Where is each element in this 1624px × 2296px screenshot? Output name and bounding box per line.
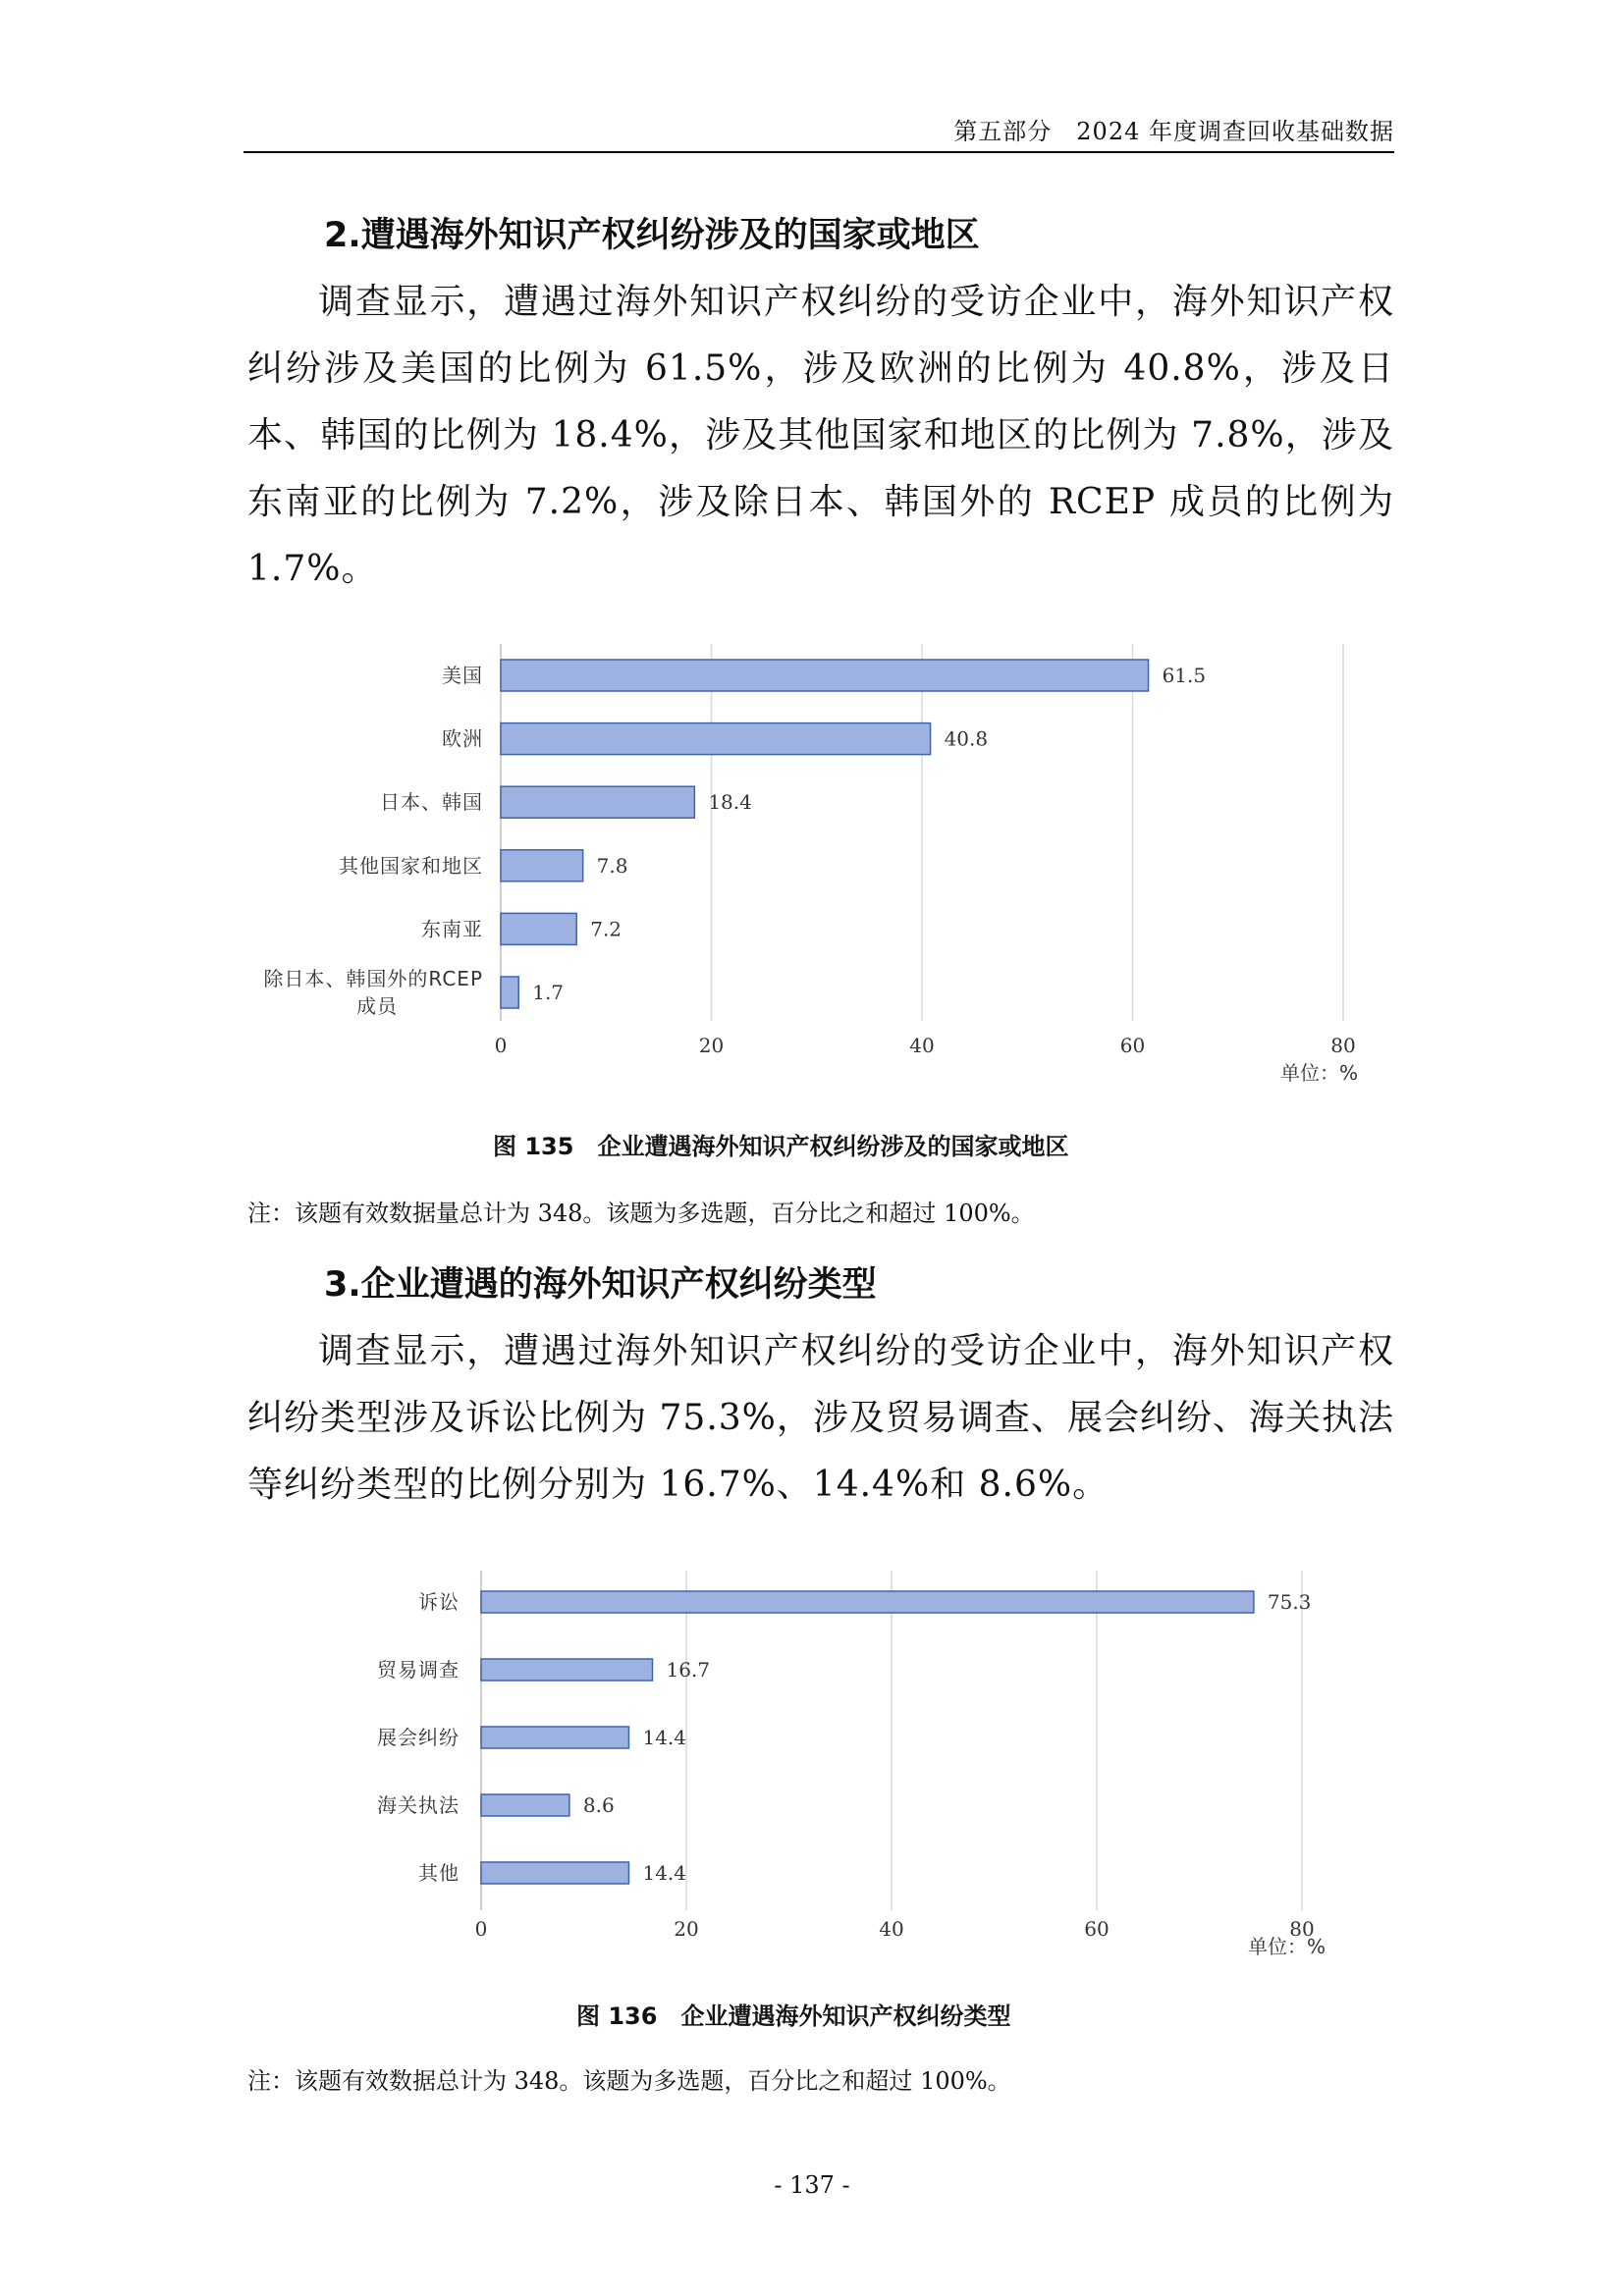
fig136-tick-label: 80 bbox=[1289, 1917, 1315, 1941]
fig136-caption: 图 136 企业遭遇海外知识产权纠纷类型 bbox=[576, 2002, 1011, 2030]
fig135-data-label: 61.5 bbox=[1162, 664, 1207, 687]
fig136-bar bbox=[481, 1659, 653, 1681]
fig136-data-label: 14.4 bbox=[642, 1726, 687, 1749]
fig135-data-label: 7.2 bbox=[590, 917, 623, 941]
fig135-category-label: 日本、韩国 bbox=[380, 790, 483, 815]
fig136-bar bbox=[481, 1794, 569, 1816]
section-3-paragraph: 调查显示，遭遇过海外知识产权纠纷的受访企业中，海外知识产权纠纷类型涉及诉讼比例为 75.3%，涉及贸易调查、展会纠纷、海关执法等纠纷类型的比例分别为 16.7%、14.4%和 8.6%。 bbox=[247, 1331, 1394, 1505]
fig135-unit-label: 单位：% bbox=[1279, 1061, 1358, 1085]
fig135-tick-label: 80 bbox=[1330, 1034, 1356, 1057]
fig135-note: 注：该题有效数据量总计为 348。该题为多选题，百分比之和超过 100%。 bbox=[247, 1200, 1035, 1227]
fig135-tick-label: 40 bbox=[909, 1034, 935, 1057]
fig136-bar bbox=[481, 1591, 1254, 1613]
fig136-category-label: 海关执法 bbox=[377, 1793, 460, 1817]
fig135-category-label: 东南亚 bbox=[421, 917, 483, 941]
fig135-caption: 图 135 企业遭遇海外知识产权纠纷涉及的国家或地区 bbox=[493, 1133, 1069, 1160]
fig136-bar bbox=[481, 1727, 628, 1748]
fig136-category-label: 诉讼 bbox=[418, 1590, 460, 1614]
fig135-data-label: 1.7 bbox=[532, 981, 565, 1004]
fig135-tick-label: 20 bbox=[698, 1034, 725, 1057]
fig136-category-label: 贸易调查 bbox=[377, 1658, 460, 1682]
fig135-data-label: 40.8 bbox=[944, 726, 989, 751]
fig136-data-label: 75.3 bbox=[1267, 1590, 1312, 1614]
fig136-tick-label: 20 bbox=[674, 1917, 699, 1941]
fig136-category-label: 展会纠纷 bbox=[377, 1726, 460, 1749]
fig136-tick-label: 60 bbox=[1084, 1917, 1110, 1941]
section-2-heading: 2.遭遇海外知识产权纠纷涉及的国家或地区 bbox=[324, 216, 980, 255]
fig136-category-label: 其他 bbox=[418, 1861, 460, 1885]
fig136-data-label: 14.4 bbox=[642, 1861, 687, 1885]
fig136-data-label: 8.6 bbox=[582, 1793, 615, 1817]
fig135-data-label: 18.4 bbox=[708, 790, 752, 815]
fig135-data-label: 7.8 bbox=[596, 853, 628, 878]
fig135-category-label: 美国 bbox=[442, 664, 483, 687]
page-number: - 137 - bbox=[774, 2171, 850, 2199]
fig135-category-label: 成员 bbox=[356, 994, 398, 1018]
fig135-category-label: 欧洲 bbox=[442, 726, 483, 751]
fig136-data-label: 16.7 bbox=[666, 1658, 711, 1682]
header-text: 第五部分 2024 年度调查回收基础数据 bbox=[953, 118, 1394, 145]
fig135-category-label: 除日本、韩国外的RCEP bbox=[263, 967, 483, 990]
section-3-heading: 3.企业遭遇的海外知识产权纠纷类型 bbox=[324, 1265, 877, 1305]
fig136-note: 注：该题有效数据总计为 348。该题为多选题，百分比之和超过 100%。 bbox=[247, 2067, 1011, 2095]
fig136-tick-label: 40 bbox=[879, 1917, 904, 1941]
fig136-unit-label: 单位：% bbox=[1247, 1935, 1326, 1958]
fig136-bar bbox=[481, 1862, 628, 1884]
fig136-tick-label: 0 bbox=[474, 1917, 488, 1941]
fig135-tick-label: 60 bbox=[1119, 1034, 1146, 1057]
fig135-tick-label: 0 bbox=[494, 1034, 508, 1057]
section-2-paragraph: 调查显示，遭遇过海外知识产权纠纷的受访企业中，海外知识产权纠纷涉及美国的比例为 61.5%，涉及欧洲的比例为 40.8%，涉及日本、韩国的比例为 18.4%，涉及其他国家和地区的比例为 7.8%，涉及东南亚的比例为 7.2%，涉及除日本、韩国外的 RCEP 成员的比例为 1.7%。 bbox=[247, 282, 1394, 589]
fig135-category-label: 其他国家和地区 bbox=[339, 853, 483, 878]
